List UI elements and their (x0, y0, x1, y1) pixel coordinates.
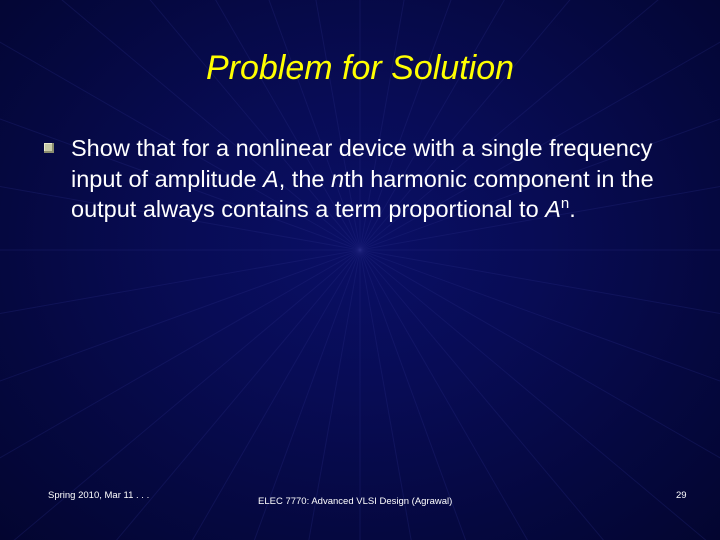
bullet-item (44, 133, 694, 225)
background-ray (360, 250, 720, 406)
variable-n: n (331, 165, 345, 192)
slide-title: Problem for Solution (205, 49, 515, 87)
bullet-text-part1: Show that for a nonlinear device with a single frequency input of amplitude (71, 135, 653, 192)
exponent-n: n (560, 195, 570, 212)
background-ray (0, 250, 360, 406)
square-bullet-icon (44, 143, 54, 153)
bullet-text (71, 133, 694, 225)
footer-date: Spring 2010, Mar 11 . . . (48, 490, 150, 501)
variable-a: A (263, 165, 279, 192)
page-number: 29 (676, 490, 687, 501)
footer-course: ELEC 7770: Advanced VLSI Design (Agrawal) (258, 496, 453, 507)
bullet-text-part3: th harmonic component in the output always contains a term proportional to (71, 165, 654, 222)
bullet-text-part2: , the (278, 165, 331, 192)
variable-a-base: A (545, 196, 561, 222)
bullet-text-end: . (569, 196, 576, 222)
